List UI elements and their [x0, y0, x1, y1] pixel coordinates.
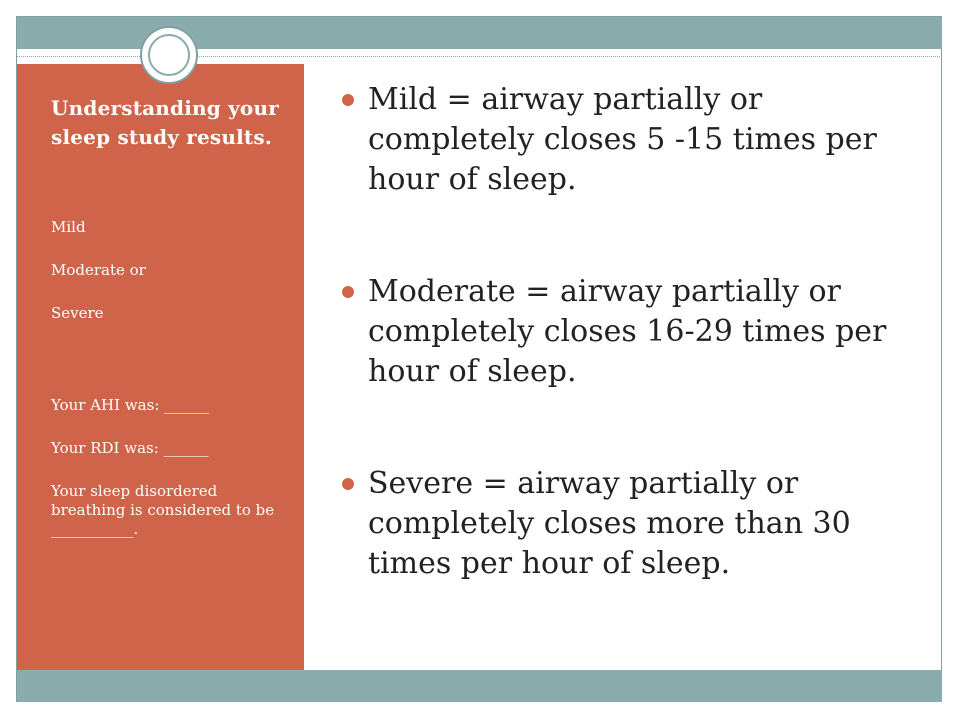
- footer-band: [17, 670, 942, 702]
- considered-line: Your sleep disordered breathing is considered to be ___________.: [51, 482, 275, 538]
- rdi-line: Your RDI was: ______: [51, 439, 209, 457]
- bullet-dot-icon: [342, 286, 354, 298]
- level-mild: Mild: [51, 218, 86, 236]
- bullet-dot-icon: [342, 94, 354, 106]
- bullet-text-severe: Severe = airway partially or completely closes more than 30 times per hour of sleep.: [368, 466, 851, 581]
- bullet-text-moderate: Moderate = airway partially or completely closes 16-29 times per hour of sleep.: [368, 274, 887, 389]
- sidebar-title: Understanding your sleep study results.: [51, 96, 279, 149]
- circle-ornament-inner: [148, 34, 190, 76]
- level-moderate: Moderate or: [51, 261, 146, 279]
- sidebar-panel: [17, 64, 304, 670]
- ahi-line: Your AHI was: ______: [51, 396, 210, 414]
- level-severe: Severe: [51, 304, 104, 322]
- bullet-text-mild: Mild = airway partially or completely closes 5 -15 times per hour of sleep.: [368, 82, 877, 197]
- circle-ornament-icon: [140, 26, 198, 84]
- bullet-dot-icon: [342, 478, 354, 490]
